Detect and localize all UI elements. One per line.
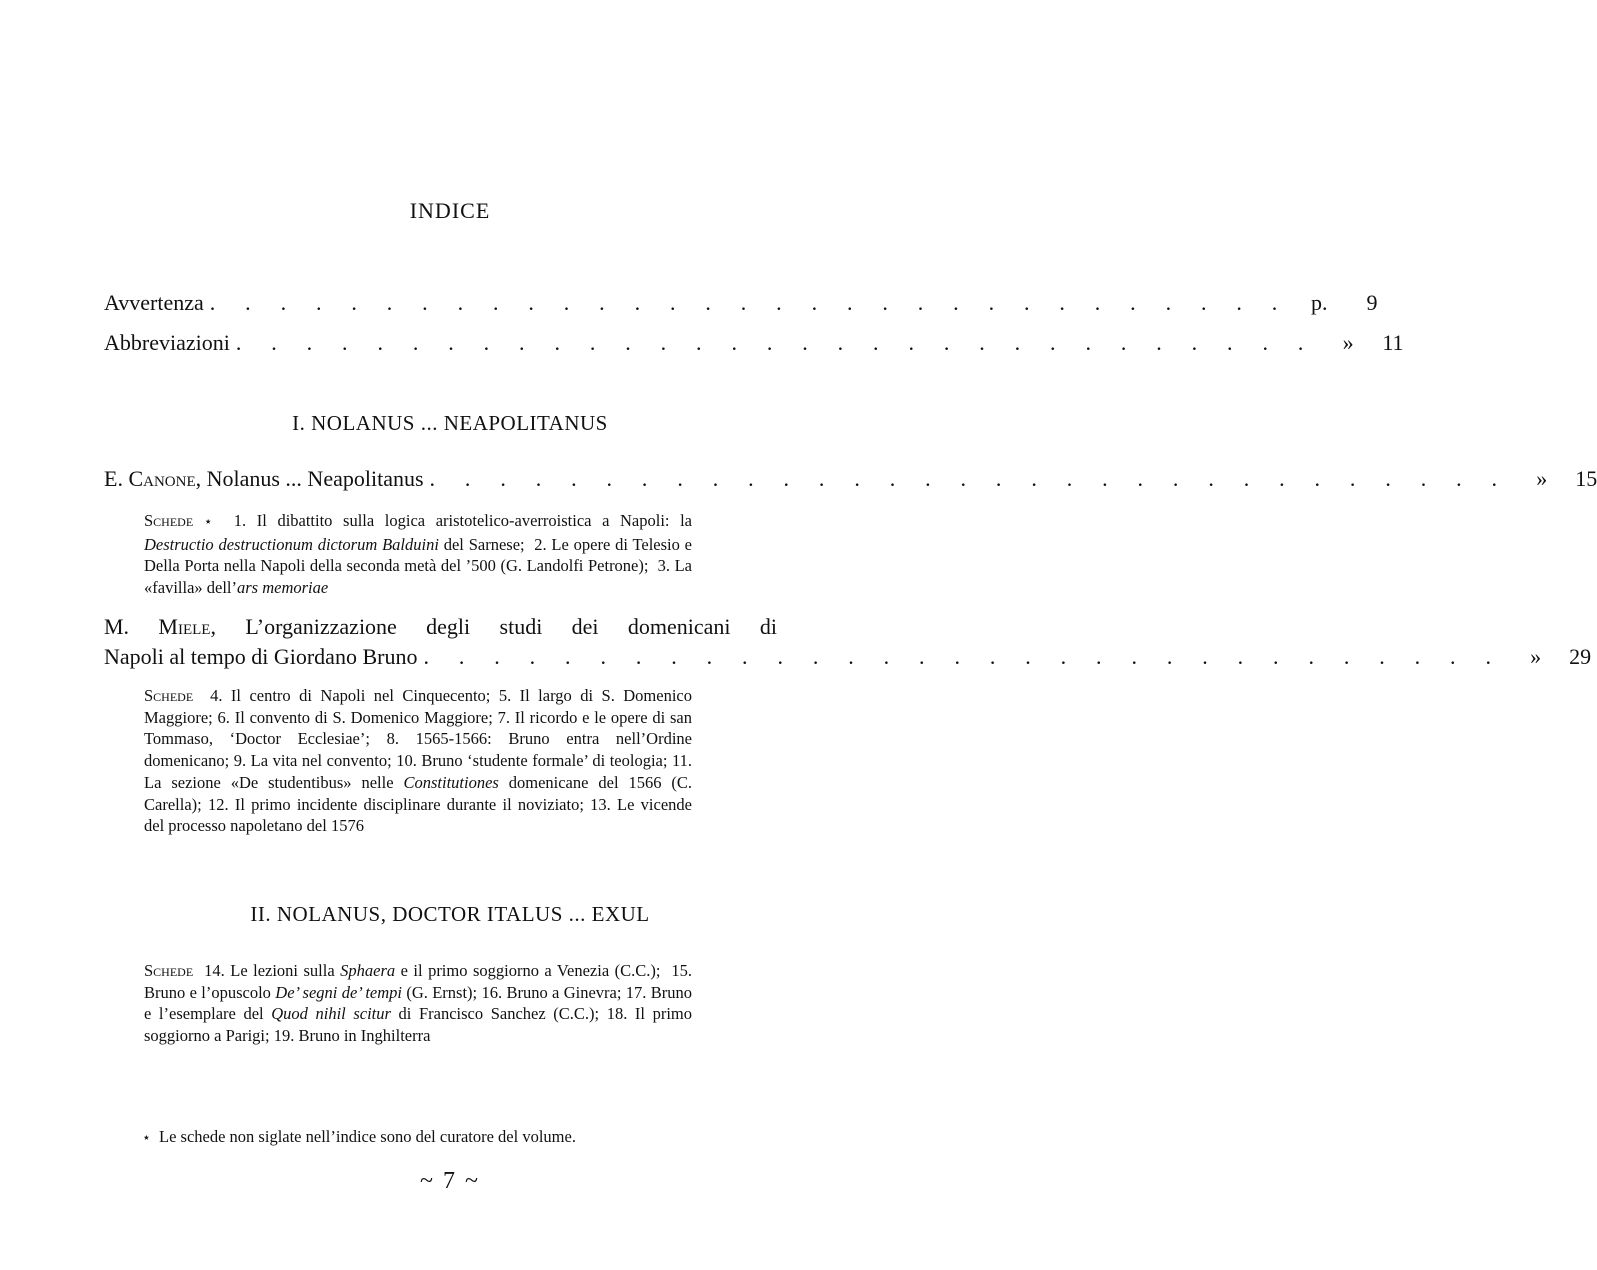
schede-label: Schede	[144, 961, 194, 980]
ditto-mark: »	[1536, 466, 1548, 491]
leader-dots: . . . . . . . . . . . . . . . . . . . . . . . . . . . . . . .	[209, 290, 1290, 315]
leader-dots: . . . . . . . . . . . . . . . . . . . . . . . . . . . . . . .	[429, 466, 1510, 491]
schede-label: Schede	[144, 686, 194, 705]
ditto-mark: »	[1530, 644, 1542, 669]
index-title: INDICE	[409, 198, 491, 223]
scheda-14-text: 14. Le lezioni sulla	[204, 961, 335, 980]
essay-title: Nolanus ... Neapolitanus	[206, 466, 424, 491]
section-heading-part-2: II. NOLANUS, DOCTOR ITALUS ... EXUL	[250, 902, 650, 926]
page-prefix: p.	[1310, 290, 1328, 315]
author-name: M. Miele,	[104, 614, 216, 639]
asterisk-icon: ⋆	[142, 1131, 151, 1146]
section-heading-part-1: I. NOLANUS ... NEAPOLITANUS	[292, 411, 608, 435]
toc-entry-label: Abbreviazioni	[104, 330, 230, 355]
leader-dots: . . . . . . . . . . . . . . . . . . . . . . . . . . . . . . .	[423, 644, 1504, 669]
scheda-2-text: 2. Le opere di Telesio e Della Porta nella Napoli della seconda metà del ’500 (G. Landolfi Petrone);	[144, 534, 692, 576]
schede-11-italic: Constitutiones	[403, 772, 499, 792]
scheda-3-italic: ars memoriae	[237, 578, 329, 598]
scheda-15-italic: De’ segni de’ tempi	[275, 982, 402, 1002]
schede-4-11-text: 4. Il centro di Napoli nel Cinquecento; 5. Il largo di S. Domenico Maggiore; 6. Il convento di S. Domenico Maggiore; 7. Il ricordo e le opere di san Tommaso, ‘Doctor Ecclesiae’; 8. 1565-1566: Bruno entra nell’Ordine domenicano; 9. La vita nel convento; 10. Bruno ‘studente formale’ di teologia; 11. La sezione «De studentibus» nelle	[144, 686, 693, 792]
schede-block-4-13	[144, 685, 692, 837]
scheda-14-end: e il primo soggiorno a Venezia (C.C.);	[400, 961, 661, 980]
page-number: 15	[1575, 466, 1597, 491]
author-name: E. Canone,	[104, 466, 202, 491]
footnote-text: Le schede non siglate nell’indice sono del curatore del volume.	[159, 1127, 576, 1146]
toc-entry-miele	[104, 612, 1592, 672]
page-number: 11	[1382, 330, 1404, 355]
page-number: 29	[1569, 644, 1592, 669]
toc-entry-canone	[104, 464, 1597, 494]
scheda-17-italic: Quod nihil scitur	[271, 1004, 391, 1024]
essay-title-line-1: L’organizzazione degli studi dei domenicani di	[245, 614, 777, 639]
schede-block-14-19	[144, 960, 692, 1047]
asterisk-icon: ⋆	[203, 515, 213, 530]
scheda-1-italic: Destructio destructionum dictorum Balduini	[144, 534, 439, 554]
schede-block-1-3	[144, 510, 692, 599]
schede-17-19-text: di Francisco Sanchez (C.C.); 18. Il primo soggiorno a Parigi; 19. Bruno in Inghilterra	[144, 1004, 692, 1046]
ditto-mark: »	[1342, 330, 1354, 355]
scheda-1-end: del Sarnese;	[443, 534, 525, 554]
toc-entry-label: Avvertenza	[104, 290, 204, 315]
page-number: 9	[1366, 290, 1378, 315]
schede-11-13-text: domenicane del 1566 (C. Carella); 12. Il primo incidente disciplinare durante il noviziato; 13. Le vicende del processo napoletano del 1576	[144, 772, 692, 836]
leader-dots: . . . . . . . . . . . . . . . . . . . . . . . . . . . . . . .	[235, 330, 1316, 355]
scheda-15-text: 15. Bruno e l’opuscolo	[144, 961, 693, 1002]
scheda-14-italic: Sphaera	[340, 961, 396, 980]
scheda-1-text: 1. Il dibattito sulla logica aristotelico-averroistica a Napoli: la	[233, 511, 693, 530]
schede-15-17-text: (G. Ernst); 16. Bruno a Ginevra; 17. Bruno e l’esemplare del	[144, 982, 693, 1024]
toc-entry-avvertenza	[104, 288, 1378, 318]
scheda-3-text: 3. La «favilla» dell’	[144, 556, 693, 598]
toc-entry-abbreviazioni	[104, 328, 1404, 358]
page-number-footer: ~ 7 ~	[420, 1168, 480, 1194]
footnote	[142, 1127, 576, 1147]
schede-label: Schede	[144, 511, 194, 530]
essay-title-line-2: Napoli al tempo di Giordano Bruno	[104, 644, 418, 669]
